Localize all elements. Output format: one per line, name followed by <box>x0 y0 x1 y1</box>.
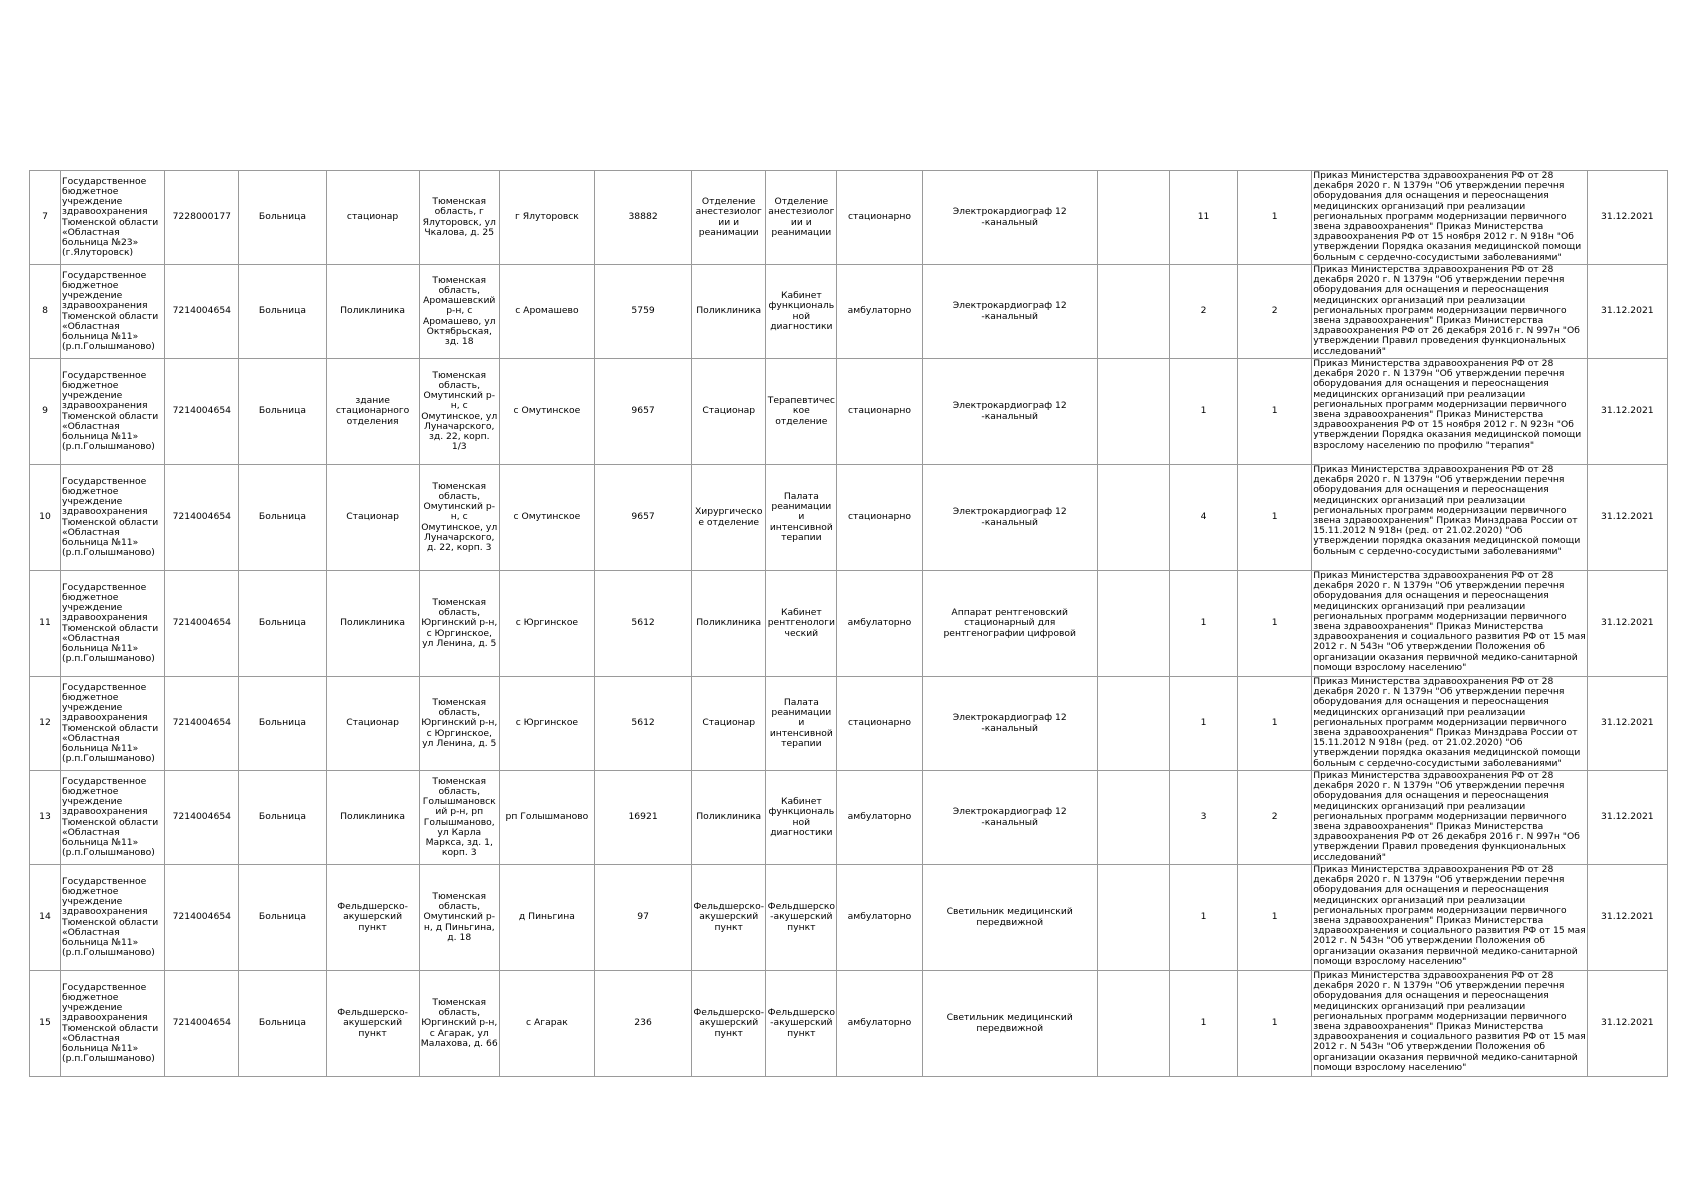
row-number: 7 <box>30 171 61 265</box>
building-name: Поликлиника <box>326 771 419 865</box>
institution-type: Больница <box>239 465 326 571</box>
institution-type: Больница <box>239 359 326 465</box>
table-row <box>30 771 1668 865</box>
quantity-new: 1 <box>1238 971 1312 1077</box>
inn-code: 7214004654 <box>165 571 239 677</box>
care-mode: амбулаторно <box>837 265 922 359</box>
inn-code: 7214004654 <box>165 465 239 571</box>
address: Тюменская область, Юргинский р-н, с Юргинское, ул Ленина, д. 5 <box>419 677 499 771</box>
organization-name: Государственное бюджетное учреждение здравоохранения Тюменской области «Областная больница №11» (р.п.Голышманово) <box>61 465 165 571</box>
department: Отделение анестезиологии и реанимации <box>692 171 766 265</box>
legal-basis: Приказ Министерства здравоохранения РФ от 28 декабря 2020 г. N 1379н "Об утверждении перечня оборудования для оснащения и переоснащения медицинских организаций при реализации региональных программ модернизации первичного звена здравоохранения" Приказ Минздрава России от 15.11.2012 N 918н (ред. от 21.02.2020) "Об утверждении порядка оказания медицинской помощи больным с сердечно-сосудистыми заболеваниями" <box>1312 677 1588 771</box>
quantity-new: 1 <box>1238 465 1312 571</box>
equipment-name: Электрокардиограф 12 -канальный <box>922 677 1097 771</box>
empty-cell <box>1097 171 1169 265</box>
building-name: Фельдшерско-акушерский пункт <box>326 865 419 971</box>
care-mode: стационарно <box>837 677 922 771</box>
organization-name: Государственное бюджетное учреждение здравоохранения Тюменской области «Областная больница №11» (р.п.Голышманово) <box>61 771 165 865</box>
locality: г Ялуторовск <box>499 171 594 265</box>
locality: с Юргинское <box>499 677 594 771</box>
table-row <box>30 265 1668 359</box>
empty-cell <box>1097 465 1169 571</box>
inn-code: 7214004654 <box>165 865 239 971</box>
address: Тюменская область, Омутинский р-н, с Омутинское, ул Луначарского, зд. 22, корп. 1/3 <box>419 359 499 465</box>
locality: с Омутинское <box>499 359 594 465</box>
due-date: 31.12.2021 <box>1587 571 1667 677</box>
legal-basis: Приказ Министерства здравоохранения РФ от 28 декабря 2020 г. N 1379н "Об утверждении перечня оборудования для оснащения и переоснащения медицинских организаций при реализации региональных программ модернизации первичного звена здравоохранения" Приказ Минздрава России от 15.11.2012 N 918н (ред. от 21.02.2020) "Об утверждении порядка оказания медицинской помощи больным с сердечно-сосудистыми заболеваниями" <box>1312 465 1588 571</box>
legal-basis: Приказ Министерства здравоохранения РФ от 28 декабря 2020 г. N 1379н "Об утверждении перечня оборудования для оснащения и переоснащения медицинских организаций при реализации региональных программ модернизации первичного звена здравоохранения" Приказ Министерства здравоохранения РФ от 15 ноября 2012 г. N 918н "Об утверждении Порядка оказания медицинской помощи больным с сердечно-сосудистыми заболеваниями" <box>1312 171 1588 265</box>
building-name: Поликлиника <box>326 571 419 677</box>
quantity-total: 1 <box>1169 677 1237 771</box>
population: 5759 <box>594 265 691 359</box>
population: 9657 <box>594 465 691 571</box>
building-name: Стационар <box>326 465 419 571</box>
row-number: 13 <box>30 771 61 865</box>
care-mode: амбулаторно <box>837 971 922 1077</box>
institution-type: Больница <box>239 571 326 677</box>
quantity-total: 1 <box>1169 971 1237 1077</box>
care-mode: амбулаторно <box>837 771 922 865</box>
department: Стационар <box>692 359 766 465</box>
sub-department: Кабинет функциональной диагностики <box>766 265 837 359</box>
institution-type: Больница <box>239 865 326 971</box>
row-number: 14 <box>30 865 61 971</box>
due-date: 31.12.2021 <box>1587 865 1667 971</box>
locality: д Пиньгина <box>499 865 594 971</box>
address: Тюменская область, Аромашевский р-н, с Аромашево, ул Октябрьская, зд. 18 <box>419 265 499 359</box>
institution-type: Больница <box>239 265 326 359</box>
quantity-new: 2 <box>1238 265 1312 359</box>
sub-department: Кабинет функциональной диагностики <box>766 771 837 865</box>
care-mode: стационарно <box>837 359 922 465</box>
quantity-new: 1 <box>1238 677 1312 771</box>
row-number: 9 <box>30 359 61 465</box>
due-date: 31.12.2021 <box>1587 771 1667 865</box>
inn-code: 7214004654 <box>165 677 239 771</box>
due-date: 31.12.2021 <box>1587 265 1667 359</box>
population: 9657 <box>594 359 691 465</box>
address: Тюменская область, Омутинский р-н, д Пиньгина, д. 18 <box>419 865 499 971</box>
legal-basis: Приказ Министерства здравоохранения РФ от 28 декабря 2020 г. N 1379н "Об утверждении перечня оборудования для оснащения и переоснащения медицинских организаций при реализации региональных программ модернизации первичного звена здравоохранения" Приказ Министерства здравоохранения РФ от 26 декабря 2016 г. N 997н "Об утверждении Правил проведения функциональных исследований" <box>1312 265 1588 359</box>
department: Фельдшерско-акушерский пункт <box>692 971 766 1077</box>
building-name: Поликлиника <box>326 265 419 359</box>
empty-cell <box>1097 677 1169 771</box>
equipment-table <box>29 170 1668 1077</box>
organization-name: Государственное бюджетное учреждение здравоохранения Тюменской области «Областная больница №11» (р.п.Голышманово) <box>61 677 165 771</box>
quantity-total: 4 <box>1169 465 1237 571</box>
equipment-name: Электрокардиограф 12 -канальный <box>922 771 1097 865</box>
row-number: 10 <box>30 465 61 571</box>
due-date: 31.12.2021 <box>1587 971 1667 1077</box>
inn-code: 7214004654 <box>165 771 239 865</box>
population: 97 <box>594 865 691 971</box>
equipment-name: Светильник медицинский передвижной <box>922 971 1097 1077</box>
sub-department: Палата реанимации и интенсивной терапии <box>766 465 837 571</box>
population: 5612 <box>594 677 691 771</box>
institution-type: Больница <box>239 771 326 865</box>
equipment-name: Аппарат рентгеновский стационарный для рентгенографии цифровой <box>922 571 1097 677</box>
department: Фельдшерско-акушерский пункт <box>692 865 766 971</box>
inn-code: 7228000177 <box>165 171 239 265</box>
building-name: Фельдшерско-акушерский пункт <box>326 971 419 1077</box>
sub-department: Терапевтическое отделение <box>766 359 837 465</box>
legal-basis: Приказ Министерства здравоохранения РФ от 28 декабря 2020 г. N 1379н "Об утверждении перечня оборудования для оснащения и переоснащения медицинских организаций при реализации региональных программ модернизации первичного звена здравоохранения" Приказ Министерства здравоохранения и социального развития РФ от 15 мая 2012 г. N 543н "Об утверждении Положения об организации оказания первичной медико-санитарной помощи взрослому населению" <box>1312 571 1588 677</box>
address: Тюменская область, Голышмановский р-н, рп Голышманово, ул Карла Маркса, зд. 1, корп. 3 <box>419 771 499 865</box>
organization-name: Государственное бюджетное учреждение здравоохранения Тюменской области «Областная больница №11» (р.п.Голышманово) <box>61 865 165 971</box>
empty-cell <box>1097 359 1169 465</box>
sub-department: Фельдшерско-акушерский пункт <box>766 865 837 971</box>
institution-type: Больница <box>239 971 326 1077</box>
locality: с Агарак <box>499 971 594 1077</box>
sub-department: Кабинет рентгенологический <box>766 571 837 677</box>
organization-name: Государственное бюджетное учреждение здравоохранения Тюменской области «Областная больница №23» (г.Ялуторовск) <box>61 171 165 265</box>
quantity-total: 11 <box>1169 171 1237 265</box>
empty-cell <box>1097 571 1169 677</box>
table-row <box>30 571 1668 677</box>
locality: с Омутинское <box>499 465 594 571</box>
quantity-total: 3 <box>1169 771 1237 865</box>
department: Стационар <box>692 677 766 771</box>
care-mode: амбулаторно <box>837 571 922 677</box>
care-mode: стационарно <box>837 171 922 265</box>
care-mode: стационарно <box>837 465 922 571</box>
table-row <box>30 971 1668 1077</box>
legal-basis: Приказ Министерства здравоохранения РФ от 28 декабря 2020 г. N 1379н "Об утверждении перечня оборудования для оснащения и переоснащения медицинских организаций при реализации региональных программ модернизации первичного звена здравоохранения" Приказ Министерства здравоохранения и социального развития РФ от 15 мая 2012 г. N 543н "Об утверждении Положения об организации оказания первичной медико-санитарной помощи взрослому населению" <box>1312 865 1588 971</box>
department: Поликлиника <box>692 571 766 677</box>
department: Поликлиника <box>692 265 766 359</box>
population: 16921 <box>594 771 691 865</box>
equipment-name: Электрокардиограф 12 -канальный <box>922 359 1097 465</box>
empty-cell <box>1097 971 1169 1077</box>
quantity-total: 1 <box>1169 359 1237 465</box>
population: 38882 <box>594 171 691 265</box>
building-name: стационар <box>326 171 419 265</box>
inn-code: 7214004654 <box>165 265 239 359</box>
table-row <box>30 171 1668 265</box>
table-row <box>30 865 1668 971</box>
sub-department: Отделение анестезиологии и реанимации <box>766 171 837 265</box>
due-date: 31.12.2021 <box>1587 677 1667 771</box>
due-date: 31.12.2021 <box>1587 171 1667 265</box>
legal-basis: Приказ Министерства здравоохранения РФ от 28 декабря 2020 г. N 1379н "Об утверждении перечня оборудования для оснащения и переоснащения медицинских организаций при реализации региональных программ модернизации первичного звена здравоохранения" Приказ Министерства здравоохранения РФ от 26 декабря 2016 г. N 997н "Об утверждении Правил проведения функциональных исследований" <box>1312 771 1588 865</box>
care-mode: амбулаторно <box>837 865 922 971</box>
legal-basis: Приказ Министерства здравоохранения РФ от 28 декабря 2020 г. N 1379н "Об утверждении перечня оборудования для оснащения и переоснащения медицинских организаций при реализации региональных программ модернизации первичного звена здравоохранения" Приказ Министерства здравоохранения и социального развития РФ от 15 мая 2012 г. N 543н "Об утверждении Положения об организации оказания первичной медико-санитарной помощи взрослому населению" <box>1312 971 1588 1077</box>
quantity-new: 1 <box>1238 359 1312 465</box>
quantity-total: 1 <box>1169 865 1237 971</box>
inn-code: 7214004654 <box>165 359 239 465</box>
department: Поликлиника <box>692 771 766 865</box>
row-number: 8 <box>30 265 61 359</box>
quantity-new: 1 <box>1238 171 1312 265</box>
address: Тюменская область, г Ялуторовск, ул Чкалова, д. 25 <box>419 171 499 265</box>
organization-name: Государственное бюджетное учреждение здравоохранения Тюменской области «Областная больница №11» (р.п.Голышманово) <box>61 971 165 1077</box>
building-name: Стационар <box>326 677 419 771</box>
row-number: 15 <box>30 971 61 1077</box>
legal-basis: Приказ Министерства здравоохранения РФ от 28 декабря 2020 г. N 1379н "Об утверждении перечня оборудования для оснащения и переоснащения медицинских организаций при реализации региональных программ модернизации первичного звена здравоохранения" Приказ Министерства здравоохранения РФ от 15 ноября 2012 г. N 923н "Об утверждении Порядка оказания медицинской помощи взрослому населению по профилю "терапия" <box>1312 359 1588 465</box>
institution-type: Больница <box>239 171 326 265</box>
row-number: 11 <box>30 571 61 677</box>
organization-name: Государственное бюджетное учреждение здравоохранения Тюменской области «Областная больница №11» (р.п.Голышманово) <box>61 359 165 465</box>
quantity-total: 1 <box>1169 571 1237 677</box>
locality: с Аромашево <box>499 265 594 359</box>
quantity-new: 1 <box>1238 571 1312 677</box>
empty-cell <box>1097 865 1169 971</box>
department: Хирургическое отделение <box>692 465 766 571</box>
address: Тюменская область, Юргинский р-н, с Юргинское, ул Ленина, д. 5 <box>419 571 499 677</box>
due-date: 31.12.2021 <box>1587 359 1667 465</box>
inn-code: 7214004654 <box>165 971 239 1077</box>
equipment-name: Электрокардиограф 12 -канальный <box>922 465 1097 571</box>
row-number: 12 <box>30 677 61 771</box>
population: 5612 <box>594 571 691 677</box>
quantity-new: 1 <box>1238 865 1312 971</box>
building-name: здание стационарного отделения <box>326 359 419 465</box>
due-date: 31.12.2021 <box>1587 465 1667 571</box>
empty-cell <box>1097 265 1169 359</box>
table-row <box>30 465 1668 571</box>
locality: с Юргинское <box>499 571 594 677</box>
locality: рп Голышманово <box>499 771 594 865</box>
institution-type: Больница <box>239 677 326 771</box>
sub-department: Фельдшерско-акушерский пункт <box>766 971 837 1077</box>
table-row <box>30 359 1668 465</box>
organization-name: Государственное бюджетное учреждение здравоохранения Тюменской области «Областная больница №11» (р.п.Голышманово) <box>61 571 165 677</box>
quantity-new: 2 <box>1238 771 1312 865</box>
sub-department: Палата реанимации и интенсивной терапии <box>766 677 837 771</box>
table-row <box>30 677 1668 771</box>
address: Тюменская область, Омутинский р-н, с Омутинское, ул Луначарского, д. 22, корп. 3 <box>419 465 499 571</box>
equipment-name: Электрокардиограф 12 -канальный <box>922 265 1097 359</box>
population: 236 <box>594 971 691 1077</box>
address: Тюменская область, Юргинский р-н, с Агарак, ул Малахова, д. 66 <box>419 971 499 1077</box>
quantity-total: 2 <box>1169 265 1237 359</box>
organization-name: Государственное бюджетное учреждение здравоохранения Тюменской области «Областная больница №11» (р.п.Голышманово) <box>61 265 165 359</box>
equipment-name: Светильник медицинский передвижной <box>922 865 1097 971</box>
equipment-name: Электрокардиограф 12 -канальный <box>922 171 1097 265</box>
empty-cell <box>1097 771 1169 865</box>
